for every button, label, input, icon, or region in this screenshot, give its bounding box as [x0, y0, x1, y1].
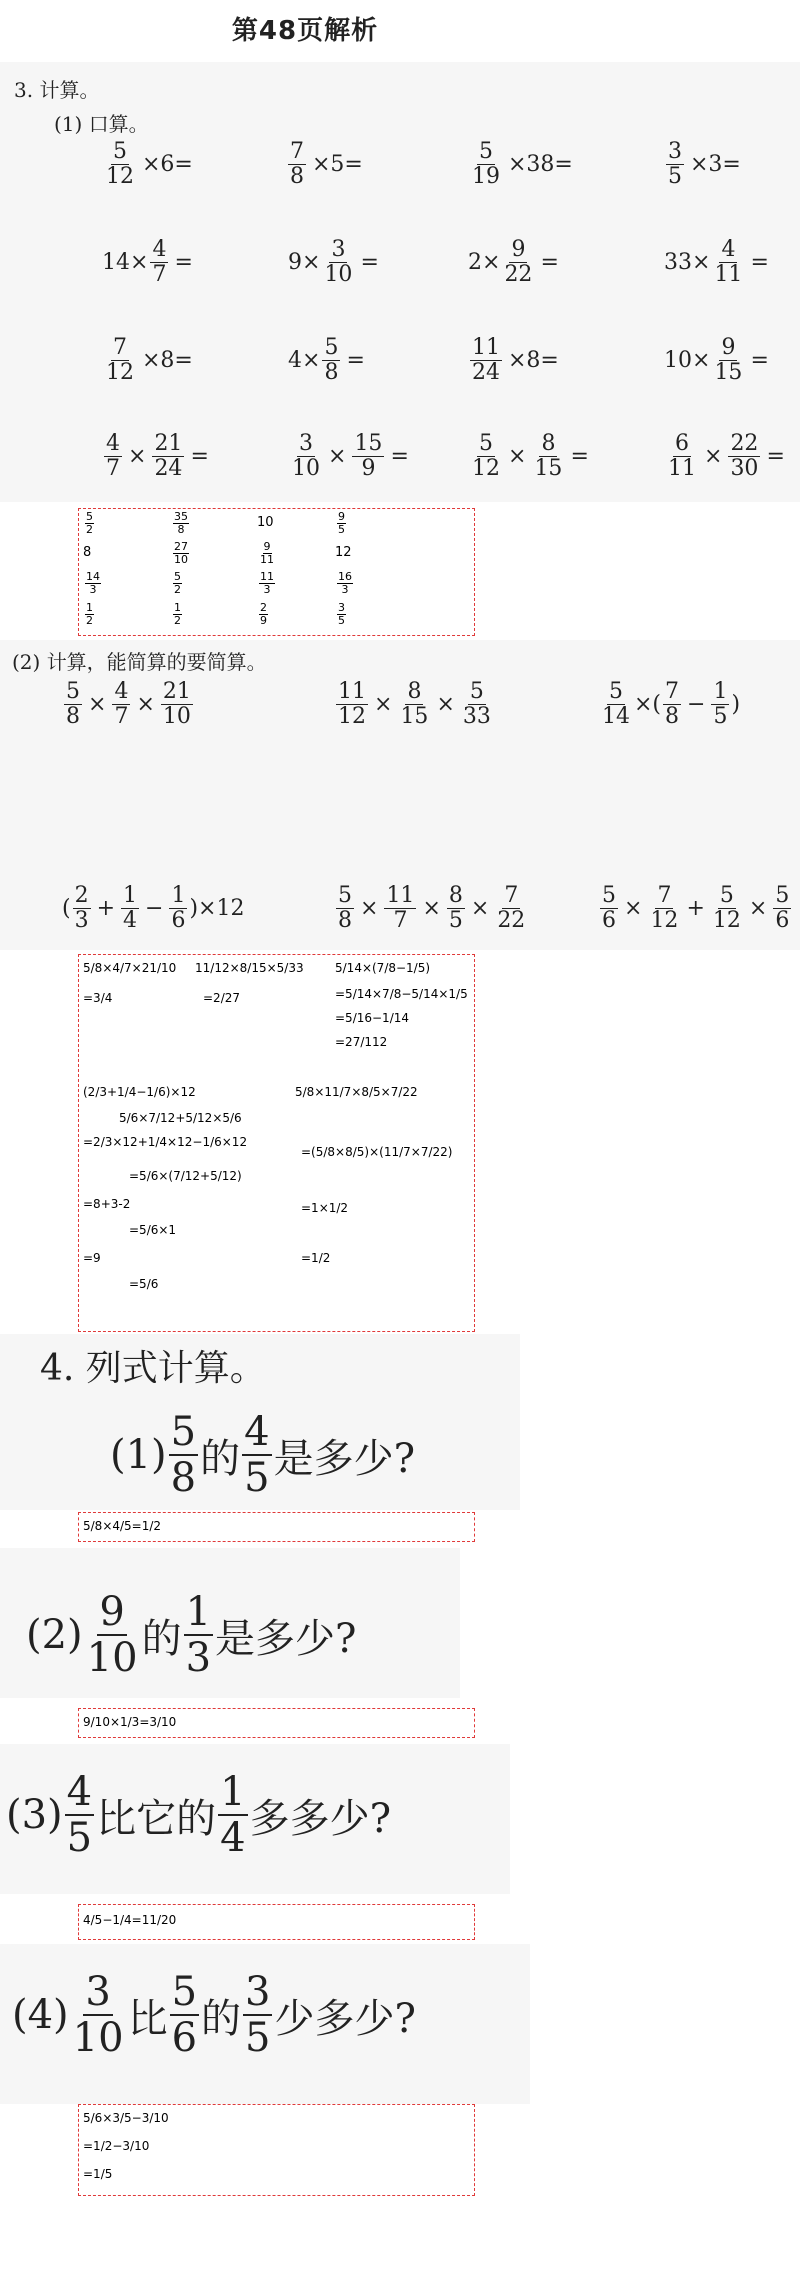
answer-line: (2/3+1/4−1/6)×12 — [83, 1085, 196, 1099]
fraction: $\frac{5}{6}$ — [602, 883, 616, 934]
fraction: $\frac{7}{8}$ — [290, 139, 304, 190]
fraction: $\frac{1}{3}$ — [185, 1589, 212, 1681]
answer-line: 5/8×4/7×21/10 — [83, 961, 177, 975]
q4-p4-text3: 少多少? — [274, 1995, 416, 2042]
fraction: $\frac{7}{12}$ — [650, 883, 679, 934]
q4-problem-2 — [26, 1590, 356, 1680]
fraction: $\frac{11}{12}$ — [338, 679, 366, 730]
fraction: $\frac{9}{5}$ — [338, 510, 345, 537]
fraction: $\frac{7}{8}$ — [665, 679, 680, 730]
answer-line: =1×1/2 — [301, 1201, 349, 1215]
simplify-problem: $\frac{5}{6}$ × $\frac{7}{12}$ + $\frac{5}{12}$ × $\frac{5}{6}$ — [602, 883, 790, 934]
oral-item: 33× $\frac{4}{11}$ = — [664, 237, 769, 288]
oral-item: $\frac{7}{8}$ ×5= — [290, 139, 363, 190]
fraction: $\frac{9}{10}$ — [86, 1589, 138, 1681]
fraction: $\frac{5}{14}$ — [602, 679, 630, 730]
answer-line: =1/5 — [83, 2167, 113, 2181]
fraction: $\frac{8}{5}$ — [448, 883, 463, 934]
answer-line: 4/5−1/4=11/20 — [83, 1913, 177, 1927]
q4-p2-text2: 是多少? — [215, 1615, 357, 1662]
q4-p4-text1: 比 — [127, 1995, 168, 2042]
oral-item: $\frac{6}{11}$ × $\frac{22}{30}$ = — [668, 431, 785, 482]
fraction: $\frac{11}{24}$ — [472, 335, 500, 386]
answer-line: 5/6×7/12+5/12×5/6 — [119, 1111, 242, 1125]
fraction: $\frac{3}{10}$ — [324, 237, 353, 288]
oral-item: 9× $\frac{3}{10}$ = — [288, 237, 379, 288]
simplify-answer-box — [78, 954, 475, 1332]
fraction: $\frac{15}{9}$ — [354, 431, 383, 482]
q4-problem-4 — [12, 1970, 416, 2060]
q4-p3-label: (3) — [6, 1792, 63, 1838]
oral-item: $\frac{3}{5}$ ×3= — [668, 139, 741, 190]
q4-p4-text2: 的 — [201, 1995, 242, 2042]
fraction: $\frac{5}{12}$ — [106, 139, 134, 190]
answer-line: =2/27 — [203, 991, 241, 1005]
page-title: 第48页解析 — [231, 16, 379, 46]
answer-line: 5/6×3/5−3/10 — [83, 2111, 169, 2125]
fraction: $\frac{5}{6}$ — [775, 883, 790, 934]
fraction: $\frac{5}{6}$ — [171, 1969, 198, 2061]
answer-line: =5/6 — [129, 1277, 159, 1291]
answer-line: 11/12×8/15×5/33 — [195, 961, 304, 975]
fraction: $\frac{3}{10}$ — [72, 1969, 124, 2061]
fraction: $\frac{1}{5}$ — [713, 679, 728, 730]
fraction: $\frac{9}{11}$ — [260, 540, 274, 567]
fraction: $\frac{8}{15}$ — [534, 431, 563, 482]
oral-item: 14× $\frac{4}{7}$ = — [102, 237, 193, 288]
fraction: $\frac{4}{7}$ — [152, 237, 167, 288]
fraction: $\frac{5}{19}$ — [472, 139, 500, 190]
oral-item: $\frac{5}{12}$ ×6= — [106, 139, 193, 190]
oral-item: $\frac{3}{10}$ × $\frac{15}{9}$ = — [292, 431, 409, 482]
q4-problem-3 — [6, 1770, 391, 1860]
fraction: $\frac{35}{8}$ — [174, 510, 188, 537]
fraction: $\frac{3}{5}$ — [338, 601, 345, 628]
answer-line: =1/2 — [301, 1251, 331, 1265]
simplify-problem: ( $\frac{2}{3}$ + $\frac{1}{4}$ − $\frac{1}{6}$ )×12 — [62, 883, 245, 934]
q3-heading: 3. 计算。 — [14, 78, 100, 102]
oral-answer-box — [78, 508, 475, 636]
oral-item: 10× $\frac{9}{15}$ = — [664, 335, 769, 386]
fraction: $\frac{5}{2}$ — [174, 570, 181, 597]
answer-line: =5/14×7/8−5/14×1/5 — [335, 987, 468, 1001]
fraction: $\frac{9}{22}$ — [504, 237, 533, 288]
fraction: $\frac{11}{7}$ — [386, 883, 415, 934]
oral-item: $\frac{5}{12}$ × $\frac{8}{15}$ = — [472, 431, 589, 482]
fraction: $\frac{1}{2}$ — [86, 601, 93, 628]
fraction: $\frac{1}{2}$ — [174, 601, 181, 628]
fraction: $\frac{2}{3}$ — [74, 883, 89, 934]
fraction: $\frac{14}{3}$ — [86, 570, 100, 597]
fraction: $\frac{27}{10}$ — [174, 540, 188, 567]
fraction: $\frac{2}{9}$ — [260, 601, 267, 628]
fraction: $\frac{1}{4}$ — [220, 1769, 246, 1861]
oral-item: $\frac{7}{12}$ ×8= — [106, 335, 193, 386]
answer-line: =27/112 — [335, 1035, 388, 1049]
q4-problem-1 — [110, 1410, 415, 1500]
fraction: $\frac{7}{12}$ — [106, 335, 134, 386]
oral-item: 2× $\frac{9}{22}$ = — [468, 237, 559, 288]
fraction: $\frac{3}{10}$ — [292, 431, 320, 482]
fraction: $\frac{5}{2}$ — [86, 510, 93, 537]
answer-text: 12 — [335, 545, 352, 560]
q4-p4-label: (4) — [12, 1992, 69, 2038]
fraction: $\frac{1}{4}$ — [123, 883, 138, 934]
q4-answer-box-4 — [78, 2104, 475, 2196]
fraction: $\frac{11}{3}$ — [260, 570, 274, 597]
q4-p3-text1: 比它的 — [96, 1795, 217, 1842]
q4-answer-box-2 — [78, 1708, 475, 1738]
fraction: $\frac{3}{5}$ — [245, 1969, 271, 2061]
answer-line: =1/2−3/10 — [83, 2139, 150, 2153]
fraction: $\frac{5}{8}$ — [338, 883, 352, 934]
fraction: $\frac{8}{15}$ — [400, 679, 429, 730]
fraction: $\frac{21}{10}$ — [162, 679, 191, 730]
q4-answer-box-3 — [78, 1904, 475, 1940]
fraction: $\frac{16}{3}$ — [338, 570, 352, 597]
fraction: $\frac{5}{12}$ — [712, 883, 741, 934]
fraction: $\frac{4}{7}$ — [114, 679, 129, 730]
answer-line: =5/6×(7/12+5/12) — [129, 1169, 242, 1183]
oral-item: 4× $\frac{5}{8}$ = — [288, 335, 365, 386]
fraction: $\frac{7}{22}$ — [497, 883, 526, 934]
q4-heading: 4. 列式计算。 — [40, 1348, 266, 1389]
fraction: $\frac{5}{8}$ — [170, 1409, 197, 1501]
answer-text: 8 — [83, 545, 92, 560]
fraction: $\frac{21}{24}$ — [154, 431, 183, 482]
answer-line: =2/3×12+1/4×12−1/6×12 — [83, 1135, 248, 1149]
answer-line: =5/6×1 — [129, 1223, 177, 1237]
q4-p2-label: (2) — [26, 1612, 83, 1658]
q4-p3-text2: 多多少? — [249, 1795, 392, 1842]
fraction: $\frac{4}{7}$ — [106, 431, 120, 482]
simplify-problem: $\frac{11}{12}$ × $\frac{8}{15}$ × $\frac{5}{33}$ — [338, 679, 491, 730]
oral-item: $\frac{4}{7}$ × $\frac{21}{24}$ = — [106, 431, 209, 482]
oral-item: $\frac{5}{19}$ ×38= — [472, 139, 573, 190]
fraction: $\frac{5}{33}$ — [462, 679, 491, 730]
q3-part1-label: (1) 口算。 — [54, 112, 149, 136]
answer-line: =3/4 — [83, 991, 113, 1005]
fraction: $\frac{4}{5}$ — [66, 1769, 93, 1861]
answer-line: 5/14×(7/8−1/5) — [335, 961, 431, 975]
fraction: $\frac{22}{30}$ — [730, 431, 759, 482]
answer-line: 9/10×1/3=3/10 — [83, 1715, 177, 1729]
answer-line: =(5/8×8/5)×(11/7×7/22) — [301, 1145, 453, 1159]
fraction: $\frac{6}{11}$ — [668, 431, 696, 482]
simplify-problem: $\frac{5}{8}$ × $\frac{11}{7}$ × $\frac{8}{5}$ × $\frac{7}{22}$ — [338, 883, 526, 934]
answer-line: =5/16−1/14 — [335, 1011, 410, 1025]
oral-item: $\frac{11}{24}$ ×8= — [472, 335, 559, 386]
fraction: $\frac{5}{12}$ — [472, 431, 500, 482]
answer-text: 10 — [257, 515, 274, 530]
fraction: $\frac{5}{8}$ — [66, 679, 80, 730]
answer-line: 5/8×4/5=1/2 — [83, 1519, 162, 1533]
simplify-problem: $\frac{5}{8}$ × $\frac{4}{7}$ × $\frac{21}{10}$ — [66, 679, 191, 730]
q4-p2-text1: 的 — [141, 1615, 182, 1662]
fraction: $\frac{4}{11}$ — [714, 237, 743, 288]
q4-p1-label: (1) — [110, 1432, 167, 1478]
answer-line: =9 — [83, 1251, 101, 1265]
simplify-problem: $\frac{5}{14}$ ×( $\frac{7}{8}$ − $\frac{1}{5}$ ) — [602, 679, 741, 730]
q4-p1-text1: 的 — [200, 1435, 241, 1482]
q4-answer-box-1 — [78, 1512, 475, 1542]
answer-line: 5/8×11/7×8/5×7/22 — [295, 1085, 418, 1099]
fraction: $\frac{5}{8}$ — [324, 335, 339, 386]
q3-part2-label: (2) 计算，能简算的要简算。 — [12, 650, 267, 674]
fraction: $\frac{3}{5}$ — [668, 139, 682, 190]
fraction: $\frac{9}{15}$ — [714, 335, 743, 386]
fraction: $\frac{4}{5}$ — [244, 1409, 270, 1501]
q4-p1-text2: 是多少? — [273, 1435, 416, 1482]
fraction: $\frac{1}{6}$ — [171, 883, 186, 934]
answer-line: =8+3-2 — [83, 1197, 131, 1211]
